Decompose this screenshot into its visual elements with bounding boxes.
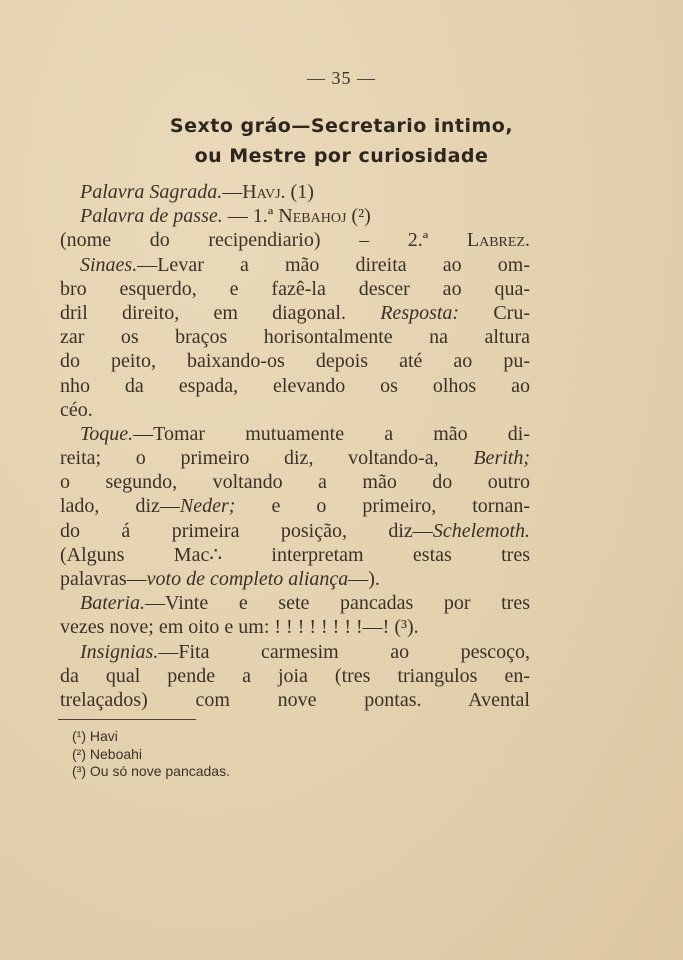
text-line-21: da qual pende a joia (tres triangulos en- xyxy=(60,664,530,687)
text-run: —Levar a mão direita ao om- xyxy=(137,253,530,276)
text-line-17 xyxy=(60,567,530,591)
footnote-2 xyxy=(72,746,230,764)
term-label: Insignias. xyxy=(80,640,159,663)
text-line-6 xyxy=(60,301,530,325)
text-run: —). xyxy=(348,568,380,590)
text-run: vezes nove; em oito e um: ! ! ! ! ! ! ! !—! xyxy=(60,616,395,639)
text-run: — 1.ª xyxy=(222,205,279,228)
section-heading-line2: ou Mestre por curiosidade xyxy=(194,145,489,167)
text-line-8: do peito, baixando-os depois até ao pu- xyxy=(60,350,530,373)
footnote-3 xyxy=(72,763,230,781)
text-line-10: céo. xyxy=(60,398,93,421)
term-label: Bateria. xyxy=(80,592,145,615)
text-line-2 xyxy=(60,204,530,228)
text-run: —Fita carmesim ao pescoço, xyxy=(158,640,530,663)
footnote-text: Neboahi xyxy=(89,745,143,762)
page-number: — 35 — xyxy=(307,68,376,88)
text-line-4 xyxy=(60,253,530,277)
text-run: palavras— xyxy=(60,568,147,590)
footnote-mark: (¹) xyxy=(72,728,86,744)
text-run: —Tomar mutuamente a mão di- xyxy=(133,422,530,445)
pass-word: Nebahoj xyxy=(278,205,347,228)
section-heading-line1: Sexto gráo—Secretario intimo, xyxy=(169,115,514,137)
text-line-18 xyxy=(60,591,530,615)
note-ref: (³). xyxy=(394,616,419,639)
term-label: Sinaes. xyxy=(80,253,138,276)
text-line-16: (Alguns Mac∴ interpretam estas tres xyxy=(60,543,530,566)
word-term: voto de completo aliança xyxy=(146,568,349,590)
text-run: do á primeira posição, diz— xyxy=(60,519,433,542)
text-line-11 xyxy=(60,422,530,446)
text-line-15 xyxy=(60,519,530,543)
footnote-1 xyxy=(72,728,230,746)
term-label: Toque. xyxy=(80,422,134,445)
text-line-9: nho da espada, elevando os olhos ao xyxy=(60,374,530,397)
sacred-word: Havj. xyxy=(242,181,286,203)
text-line-22: trelaçados) com nove pontas. Avental xyxy=(60,688,530,711)
footnote-text: Ou só nove pancadas. xyxy=(89,763,230,779)
text-line-3 xyxy=(60,228,530,252)
pass-word: Labrez. xyxy=(466,229,530,252)
word-term: Schelemoth. xyxy=(432,519,530,542)
text-line-14 xyxy=(60,494,530,518)
text-line-20 xyxy=(60,640,530,664)
text-line-13: o segundo, voltando a mão do outro xyxy=(60,471,530,494)
note-ref: (²) xyxy=(346,205,371,228)
word-term: Neder; xyxy=(179,495,236,518)
text-line-7: zar os braços horisontalmente na altura xyxy=(60,326,530,349)
footnote-mark: (²) xyxy=(72,745,86,762)
text-run: —Vinte e sete pancadas por tres xyxy=(145,592,530,615)
footnote-text: Havi xyxy=(89,728,118,744)
text-line-1 xyxy=(60,180,530,204)
footnote-mark: (³) xyxy=(72,763,86,779)
footnote-rule xyxy=(58,719,196,720)
text-line-12 xyxy=(60,446,530,470)
text-run: e o primeiro, tornan- xyxy=(235,495,530,518)
text-run: Cru- xyxy=(459,301,530,324)
text-run: (nome do recipendiario) – 2.ª xyxy=(60,229,467,252)
term-label: Resposta: xyxy=(380,301,460,324)
term-label: Palavra de passe. xyxy=(80,205,223,228)
footnotes xyxy=(72,728,230,781)
word-term: Berith; xyxy=(473,447,530,470)
text-run: — xyxy=(222,181,243,203)
text-run: reita; o primeiro diz, voltando-a, xyxy=(60,447,474,470)
body-text xyxy=(60,180,530,712)
text-run: dril direito, em diagonal. xyxy=(60,301,381,324)
note-ref: (1) xyxy=(285,181,314,203)
text-run: lado, diz— xyxy=(60,495,180,518)
text-line-5: bro esquerdo, e fazê-la descer ao qua- xyxy=(60,277,530,300)
text-line-19 xyxy=(60,615,530,639)
term-label: Palavra Sagrada. xyxy=(80,181,223,203)
